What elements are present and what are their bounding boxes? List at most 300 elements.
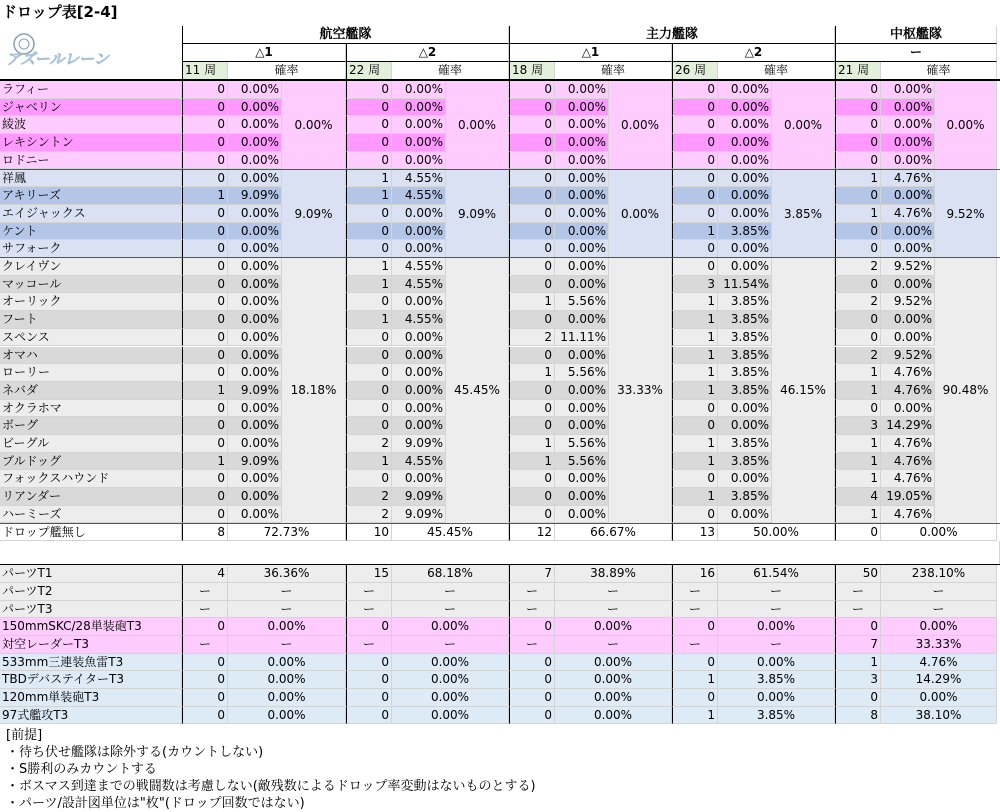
run-count: 11 周 <box>182 62 228 80</box>
drop-count: 2 <box>835 258 881 276</box>
drop-count: 0 <box>509 170 555 188</box>
route-header: △2 <box>672 44 835 62</box>
drop-count: 0 <box>182 488 228 506</box>
fleet-group-header: 航空艦隊 <box>182 26 509 44</box>
drop-rate: 3.85% <box>718 293 772 311</box>
drop-count: 3 <box>672 276 718 294</box>
drop-count: 0 <box>509 81 555 99</box>
drop-rate: 0.00% <box>228 506 282 524</box>
part-rate: 0.00% <box>718 618 835 636</box>
drop-rate: 0.00% <box>228 276 282 294</box>
drop-rate: 4.76% <box>881 382 935 400</box>
drop-count: 0 <box>672 205 718 223</box>
drop-count: 0 <box>182 258 228 276</box>
drop-count: 1 <box>346 453 392 471</box>
drop-count: 0 <box>509 382 555 400</box>
part-count: 4 <box>182 565 228 583</box>
drop-count: 0 <box>346 134 392 152</box>
drop-count: 1 <box>346 276 392 294</box>
drop-count: 0 <box>835 134 881 152</box>
drop-count: 1 <box>346 187 392 205</box>
drop-rate: 0.00% <box>718 116 772 134</box>
drop-rate: 0.00% <box>555 223 609 241</box>
part-count: ー <box>182 601 228 619</box>
drop-rate: 5.56% <box>555 293 609 311</box>
part-count: ー <box>346 583 392 601</box>
group-rate: 3.85% <box>772 170 835 259</box>
drop-count: 0 <box>509 223 555 241</box>
drop-count: 0 <box>182 223 228 241</box>
notes-heading: [前提] <box>6 727 43 743</box>
part-rate: 33.33% <box>881 636 997 654</box>
rate-header: 確率 <box>718 62 835 80</box>
drop-rate: 0.00% <box>555 382 609 400</box>
drop-count: 0 <box>346 81 392 99</box>
drop-rate: 4.55% <box>392 453 446 471</box>
drop-count: 1 <box>835 205 881 223</box>
drop-rate: 4.76% <box>881 453 935 471</box>
drop-rate: 0.00% <box>555 134 609 152</box>
ship-name: フート <box>0 311 182 329</box>
no-drop-count: 0 <box>835 524 881 542</box>
part-name: 97式艦攻T3 <box>0 707 182 725</box>
drop-rate: 0.00% <box>718 506 772 524</box>
rate-header: 確率 <box>555 62 672 80</box>
drop-count: 0 <box>182 364 228 382</box>
part-rate: 0.00% <box>555 689 672 707</box>
group-rate: 90.48% <box>935 258 997 524</box>
drop-rate: 4.55% <box>392 170 446 188</box>
route-header: △2 <box>346 44 509 62</box>
drop-rate: 0.00% <box>392 417 446 435</box>
drop-count: 0 <box>509 205 555 223</box>
drop-rate: 0.00% <box>228 116 282 134</box>
drop-count: 0 <box>509 134 555 152</box>
route-header: △1 <box>509 44 672 62</box>
part-count: 0 <box>346 689 392 707</box>
ship-name: マッコール <box>0 276 182 294</box>
part-count: 0 <box>835 618 881 636</box>
drop-count: 2 <box>346 506 392 524</box>
drop-count: 0 <box>182 400 228 418</box>
drop-count: 0 <box>509 470 555 488</box>
part-count: ー <box>672 601 718 619</box>
drop-count: 1 <box>182 187 228 205</box>
drop-count: 1 <box>509 435 555 453</box>
part-rate: 61.54% <box>718 565 835 583</box>
drop-rate: 9.09% <box>228 453 282 471</box>
drop-rate: 0.00% <box>228 364 282 382</box>
drop-rate: 3.85% <box>718 223 772 241</box>
part-count: 7 <box>835 636 881 654</box>
note-item: ・ボスマス到達までの戦闘数は考慮しない(敵残数によるドロップ率変動はないものとする) <box>6 778 536 794</box>
ship-name: オーリック <box>0 293 182 311</box>
part-count: 7 <box>509 565 555 583</box>
drop-count: 1 <box>835 453 881 471</box>
drop-rate: 0.00% <box>228 293 282 311</box>
drop-rate: 0.00% <box>555 152 609 170</box>
drop-rate: 0.00% <box>555 400 609 418</box>
drop-rate: 0.00% <box>228 223 282 241</box>
drop-rate: 9.52% <box>881 293 935 311</box>
drop-count: 1 <box>835 170 881 188</box>
drop-rate: 3.85% <box>718 364 772 382</box>
part-rate: 0.00% <box>555 707 672 725</box>
part-count: ー <box>672 636 718 654</box>
drop-rate: 0.00% <box>881 276 935 294</box>
drop-count: 1 <box>182 453 228 471</box>
drop-rate: 0.00% <box>555 276 609 294</box>
drop-rate: 0.00% <box>392 134 446 152</box>
no-drop-count: 13 <box>672 524 718 542</box>
part-rate: ー <box>555 601 672 619</box>
part-count: 0 <box>835 689 881 707</box>
drop-rate: 0.00% <box>718 81 772 99</box>
group-rate: 9.09% <box>446 170 509 259</box>
part-rate: ー <box>555 636 672 654</box>
drop-rate: 3.85% <box>718 311 772 329</box>
drop-rate: 0.00% <box>718 470 772 488</box>
drop-rate: 4.76% <box>881 205 935 223</box>
drop-rate: 0.00% <box>392 347 446 365</box>
drop-rate: 0.00% <box>228 152 282 170</box>
drop-rate: 0.00% <box>555 240 609 258</box>
part-count: 0 <box>182 707 228 725</box>
drop-rate: 0.00% <box>555 116 609 134</box>
drop-count: 2 <box>835 347 881 365</box>
part-rate: 38.89% <box>555 565 672 583</box>
drop-rate: 0.00% <box>392 470 446 488</box>
drop-count: 1 <box>346 311 392 329</box>
drop-count: 0 <box>182 276 228 294</box>
drop-count: 0 <box>182 293 228 311</box>
drop-count: 1 <box>835 382 881 400</box>
run-count: 22 周 <box>346 62 392 80</box>
part-name: TBDデバステイターT3 <box>0 671 182 689</box>
drop-rate: 9.09% <box>392 506 446 524</box>
page-title: ドロップ表[2-4] <box>2 3 118 21</box>
part-rate: ー <box>228 601 346 619</box>
drop-count: 0 <box>835 99 881 117</box>
drop-count: 0 <box>346 205 392 223</box>
drop-count: 0 <box>672 134 718 152</box>
group-rate: 9.52% <box>935 170 997 259</box>
drop-count: 0 <box>672 400 718 418</box>
azur-lane-logo <box>2 30 109 70</box>
drop-count: 0 <box>672 417 718 435</box>
drop-count: 0 <box>672 170 718 188</box>
part-rate: 0.00% <box>555 618 672 636</box>
drop-count: 0 <box>346 116 392 134</box>
run-count: 21 周 <box>835 62 881 80</box>
drop-count: 0 <box>835 187 881 205</box>
part-name: 120mm単装砲T3 <box>0 689 182 707</box>
drop-count: 0 <box>509 258 555 276</box>
drop-count: 0 <box>182 170 228 188</box>
drop-rate: 4.76% <box>881 470 935 488</box>
drop-count: 0 <box>182 81 228 99</box>
drop-count: 0 <box>346 240 392 258</box>
drop-count: 0 <box>672 99 718 117</box>
drop-count: 0 <box>835 240 881 258</box>
part-rate: 38.10% <box>881 707 997 725</box>
drop-rate: 4.76% <box>881 364 935 382</box>
drop-count: 0 <box>346 347 392 365</box>
drop-rate: 3.85% <box>718 453 772 471</box>
part-rate: ー <box>392 636 509 654</box>
drop-count: 0 <box>182 329 228 347</box>
drop-count: 0 <box>509 347 555 365</box>
drop-count: 0 <box>346 470 392 488</box>
drop-count: 0 <box>672 258 718 276</box>
drop-rate: 0.00% <box>881 116 935 134</box>
part-count: 50 <box>835 565 881 583</box>
drop-rate: 4.55% <box>392 276 446 294</box>
drop-count: 0 <box>509 417 555 435</box>
drop-count: 0 <box>672 152 718 170</box>
drop-count: 0 <box>182 240 228 258</box>
drop-count: 0 <box>346 99 392 117</box>
part-count: ー <box>182 583 228 601</box>
drop-rate: 0.00% <box>228 417 282 435</box>
ship-name: アキリーズ <box>0 187 182 205</box>
drop-count: 0 <box>509 152 555 170</box>
part-rate: ー <box>718 636 835 654</box>
drop-rate: 19.05% <box>881 488 935 506</box>
drop-rate: 11.11% <box>555 329 609 347</box>
part-rate: 0.00% <box>392 671 509 689</box>
drop-rate: 3.85% <box>718 329 772 347</box>
ship-name: オクラホマ <box>0 400 182 418</box>
ship-name: ジャベリン <box>0 99 182 117</box>
part-rate: 0.00% <box>392 689 509 707</box>
drop-count: 0 <box>835 329 881 347</box>
drop-rate: 0.00% <box>881 81 935 99</box>
part-count: 8 <box>835 707 881 725</box>
drop-rate: 0.00% <box>392 293 446 311</box>
drop-rate: 9.52% <box>881 258 935 276</box>
drop-count: 3 <box>835 417 881 435</box>
part-count: 0 <box>346 671 392 689</box>
drop-count: 1 <box>509 293 555 311</box>
drop-count: 0 <box>835 152 881 170</box>
ship-name: サフォーク <box>0 240 182 258</box>
drop-rate: 4.55% <box>392 187 446 205</box>
drop-rate: 0.00% <box>392 223 446 241</box>
part-count: ー <box>182 636 228 654</box>
part-count: 1 <box>835 654 881 672</box>
part-rate: 3.85% <box>718 671 835 689</box>
drop-rate: 0.00% <box>555 347 609 365</box>
ship-name: ケント <box>0 223 182 241</box>
part-rate: ー <box>392 601 509 619</box>
part-count: 0 <box>182 671 228 689</box>
drop-rate: 3.85% <box>718 435 772 453</box>
drop-rate: 4.55% <box>392 258 446 276</box>
note-item: ・S勝利のみカウントする <box>6 761 157 777</box>
drop-rate: 14.29% <box>881 417 935 435</box>
drop-count: 0 <box>835 116 881 134</box>
part-rate: ー <box>718 601 835 619</box>
part-count: ー <box>509 636 555 654</box>
part-rate: 68.18% <box>392 565 509 583</box>
ship-name: ブルドッグ <box>0 453 182 471</box>
drop-rate: 9.09% <box>228 187 282 205</box>
ship-name: 祥鳳 <box>0 170 182 188</box>
drop-count: 0 <box>346 417 392 435</box>
part-count: 0 <box>509 654 555 672</box>
drop-rate: 3.85% <box>718 347 772 365</box>
part-name: 533mm三連装魚雷T3 <box>0 654 182 672</box>
drop-count: 2 <box>346 435 392 453</box>
drop-rate: 0.00% <box>228 400 282 418</box>
ship-name: リアンダー <box>0 488 182 506</box>
drop-rate: 0.00% <box>881 134 935 152</box>
drop-rate: 0.00% <box>392 400 446 418</box>
drop-rate: 0.00% <box>718 134 772 152</box>
ship-name: エイジャックス <box>0 205 182 223</box>
ship-name: ローリー <box>0 364 182 382</box>
drop-count: 0 <box>509 187 555 205</box>
drop-rate: 3.85% <box>718 382 772 400</box>
group-rate: 0.00% <box>446 81 509 170</box>
drop-count: 4 <box>835 488 881 506</box>
drop-rate: 11.54% <box>718 276 772 294</box>
drop-rate: 0.00% <box>555 170 609 188</box>
drop-rate: 0.00% <box>881 187 935 205</box>
drop-rate: 0.00% <box>555 205 609 223</box>
group-rate: 0.00% <box>935 81 997 170</box>
drop-rate: 9.09% <box>392 435 446 453</box>
drop-rate: 0.00% <box>555 187 609 205</box>
rate-header: 確率 <box>392 62 509 80</box>
drop-rate: 0.00% <box>228 134 282 152</box>
part-name: パーツT2 <box>0 583 182 601</box>
drop-count: 0 <box>509 276 555 294</box>
drop-rate: 0.00% <box>718 400 772 418</box>
part-count: 0 <box>509 707 555 725</box>
no-drop-rate: 45.45% <box>392 524 509 542</box>
drop-count: 0 <box>182 506 228 524</box>
part-rate: ー <box>228 583 346 601</box>
no-drop-count: 12 <box>509 524 555 542</box>
drop-rate: 0.00% <box>392 99 446 117</box>
drop-count: 1 <box>346 258 392 276</box>
drop-count: 0 <box>346 329 392 347</box>
part-count: 0 <box>182 618 228 636</box>
rate-header: 確率 <box>881 62 997 80</box>
drop-count: 0 <box>672 81 718 99</box>
drop-rate: 5.56% <box>555 435 609 453</box>
part-rate: ー <box>392 583 509 601</box>
svg-text:アズールレーン: アズールレーン <box>6 50 109 68</box>
drop-rate: 0.00% <box>555 311 609 329</box>
drop-count: 0 <box>672 116 718 134</box>
fleet-group-header: 中枢艦隊 <box>835 26 997 44</box>
blank-row <box>0 541 1000 565</box>
drop-rate: 9.09% <box>228 382 282 400</box>
drop-count: 1 <box>835 435 881 453</box>
part-count: 1 <box>672 671 718 689</box>
part-count: 0 <box>672 618 718 636</box>
part-rate: 3.85% <box>718 707 835 725</box>
drop-rate: 0.00% <box>392 364 446 382</box>
part-rate: 0.00% <box>228 654 346 672</box>
drop-rate: 0.00% <box>228 329 282 347</box>
part-rate: 0.00% <box>392 654 509 672</box>
drop-count: 0 <box>182 417 228 435</box>
ship-name: スペンス <box>0 329 182 347</box>
drop-count: 0 <box>835 276 881 294</box>
part-count: 3 <box>835 671 881 689</box>
ship-name: 綾波 <box>0 116 182 134</box>
drop-count: 0 <box>672 506 718 524</box>
part-rate: 0.00% <box>555 654 672 672</box>
drop-rate: 0.00% <box>881 223 935 241</box>
drop-rate: 0.00% <box>555 470 609 488</box>
drop-rate: 0.00% <box>555 506 609 524</box>
note-item: ・待ち伏せ艦隊は除外する(カウントしない) <box>6 744 264 760</box>
drop-rate: 3.85% <box>718 488 772 506</box>
group-rate: 33.33% <box>609 258 672 524</box>
part-count: ー <box>346 636 392 654</box>
part-count: ー <box>346 601 392 619</box>
part-rate: ー <box>881 601 997 619</box>
drop-count: 1 <box>835 364 881 382</box>
group-rate: 18.18% <box>282 258 346 524</box>
note-item: ・パーツ/設計図単位は"枚"(ドロップ回数ではない) <box>6 795 305 811</box>
ship-name: フォックスハウンド <box>0 470 182 488</box>
drop-rate: 0.00% <box>392 152 446 170</box>
drop-count: 1 <box>346 170 392 188</box>
rate-header: 確率 <box>228 62 346 80</box>
group-rate: 45.45% <box>446 258 509 524</box>
drop-rate: 0.00% <box>718 240 772 258</box>
drop-count: 1 <box>509 364 555 382</box>
drop-count: 0 <box>182 205 228 223</box>
part-count: 0 <box>509 671 555 689</box>
drop-count: 0 <box>509 488 555 506</box>
no-drop-label: ドロップ艦無し <box>0 524 182 542</box>
part-name: 150mmSKC/28単装砲T3 <box>0 618 182 636</box>
group-rate: 46.15% <box>772 258 835 524</box>
drop-count: 2 <box>509 329 555 347</box>
part-count: 0 <box>182 689 228 707</box>
drop-rate: 0.00% <box>555 417 609 435</box>
drop-rate: 0.00% <box>555 488 609 506</box>
drop-rate: 0.00% <box>228 81 282 99</box>
drop-rate: 4.76% <box>881 506 935 524</box>
route-header: ー <box>835 44 997 62</box>
drop-rate: 0.00% <box>392 205 446 223</box>
part-rate: 0.00% <box>555 671 672 689</box>
part-name: パーツT1 <box>0 565 182 583</box>
ship-name: レキシントン <box>0 134 182 152</box>
drop-rate: 4.76% <box>881 435 935 453</box>
drop-rate: 0.00% <box>718 99 772 117</box>
drop-rate: 0.00% <box>718 152 772 170</box>
part-rate: 238.10% <box>881 565 997 583</box>
drop-count: 0 <box>346 223 392 241</box>
drop-rate: 0.00% <box>881 311 935 329</box>
part-rate: 14.29% <box>881 671 997 689</box>
ship-name: ネバダ <box>0 382 182 400</box>
part-count: 15 <box>346 565 392 583</box>
drop-count: 0 <box>672 470 718 488</box>
drop-count: 0 <box>346 382 392 400</box>
drop-count: 1 <box>509 453 555 471</box>
drop-count: 0 <box>672 187 718 205</box>
